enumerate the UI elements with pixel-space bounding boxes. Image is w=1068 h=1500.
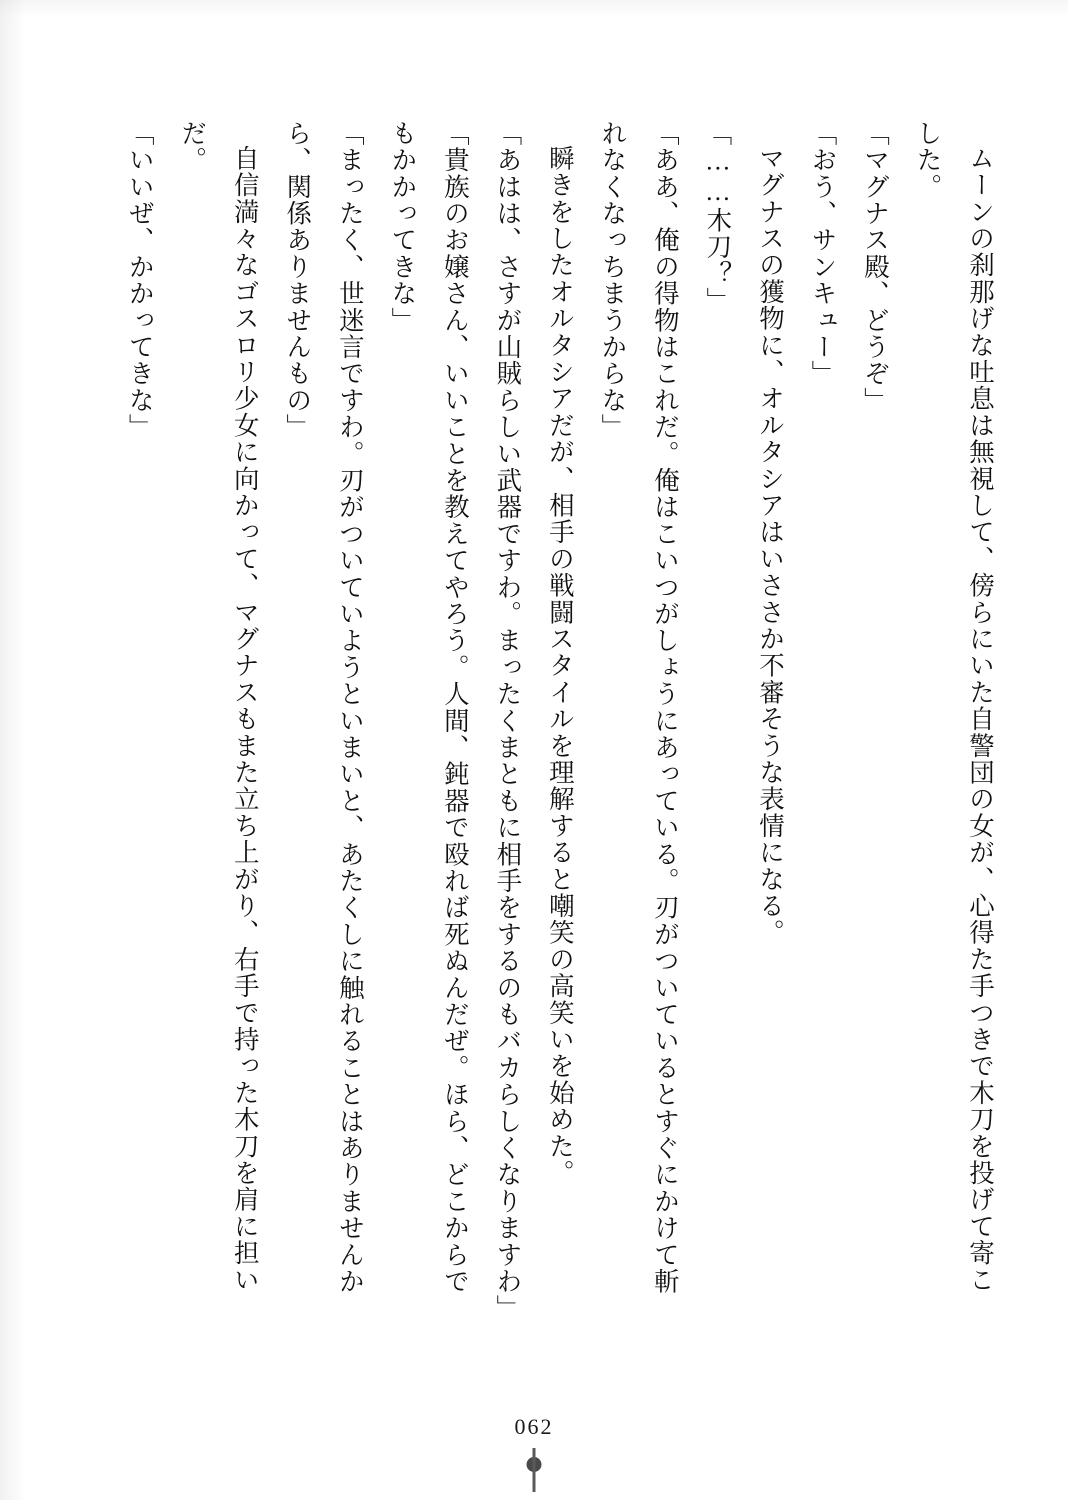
paragraph: 「……木刀？」 [703, 120, 733, 314]
page-gutter-shading [0, 0, 26, 1500]
paragraph: 自信満々なゴスロリ少女に向かって、マグナスもまた立ち上がり、右手で持った木刀を肩に担いだ。 [178, 120, 260, 1294]
paragraph: 「ああ、俺の得物はこれだ。俺はこいつがしょうにあっている。刃がついているとすぐにかけて斬れなくなっちまうからな」 [598, 120, 680, 1295]
novel-body-text [125, 120, 1006, 1322]
paragraph: 「いいぜ、かかってきな」 [125, 120, 155, 441]
paragraph: 「マグナス殿、どうぞ」 [860, 120, 890, 414]
paragraph: 「貴族のお嬢さん、いいことを教えてやろう。人間、鈍器で殴れば死ぬんだぜ。ほら、どこからでもかかってきな」 [388, 120, 470, 1295]
spine-line-mark [533, 1448, 536, 1492]
paragraph: 「おう、サンキュー」 [808, 120, 838, 387]
paragraph: 「まったく、世迷言ですわ。刃がついていようといまいと、あたくしに触れることはありませんから、関係ありませんもの」 [283, 120, 365, 1295]
page-number: 062 [514, 1414, 554, 1439]
paragraph: マグナスの獲物に、オルタシアはいささか不審そうな表情になる。 [755, 145, 785, 946]
paragraph: 瞬きをしたオルタシアだが、相手の戦闘スタイルを理解すると嘲笑の高笑いを始めた。 [545, 145, 575, 1187]
page-top-shading [0, 0, 1068, 18]
paragraph: 「あはは、さすが山賊らしい武器ですわ。まったくまともに相手をするのもバカらしくなりますわ」 [493, 120, 523, 1322]
paragraph: ムーンの刹那げな吐息は無視して、傍らにいた自警団の女が、心得た手つきで木刀を投げて寄こした。 [913, 120, 995, 1294]
